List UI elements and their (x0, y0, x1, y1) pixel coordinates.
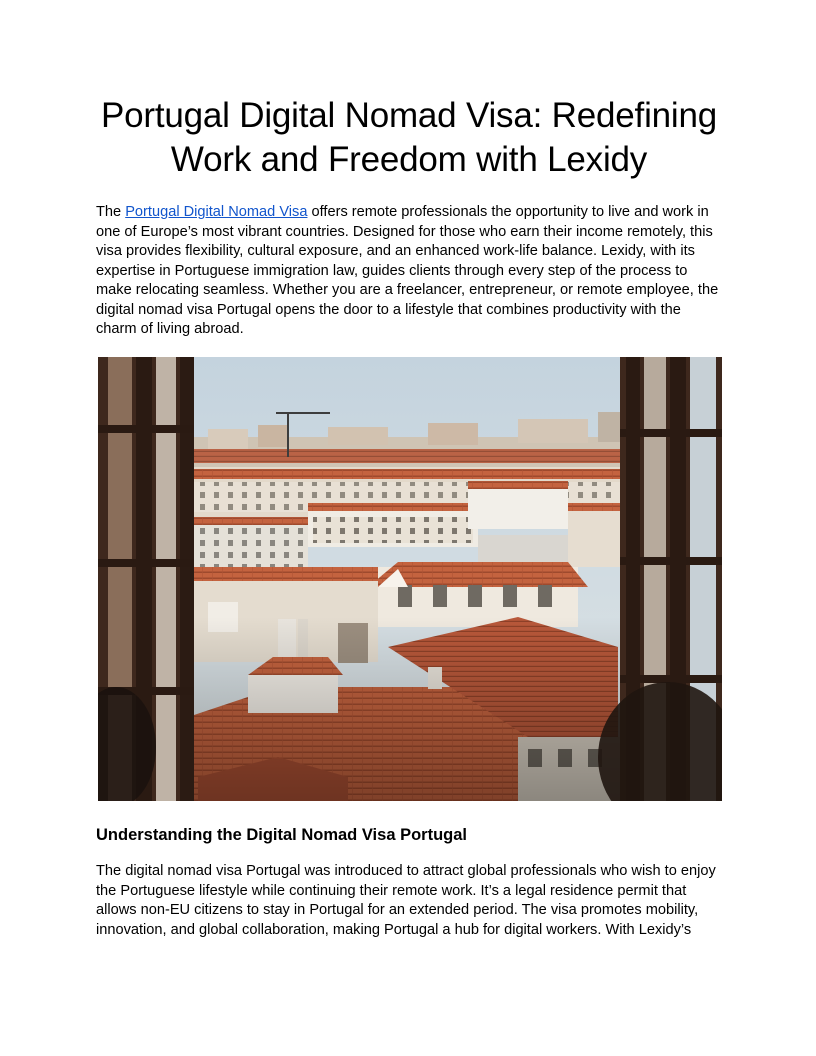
lisbon-rooftops-window-photo (98, 357, 722, 801)
intro-text-before-link: The (96, 204, 126, 220)
section-paragraph: The digital nomad visa Portugal was introduced to attract global professionals who wish to enjoy the Portuguese lifestyle while continuing their remote work. It’s a legal residence permit that allows non-EU citizens to stay in Portugal for an extended period. The visa promotes mobility, innovation, and global collaboration, making Portugal a hub for digital workers. With Lexidy’s (96, 863, 716, 938)
page-title: Portugal Digital Nomad Visa: Redefining Work and Freedom with Lexidy (100, 96, 718, 179)
intro-text-after-link: offers remote professionals the opportunity to live and work in one of Europe’s most vibrant countries. Designed for those who earn their income remotely, this visa provides flexibility, cultural exposure, and an enhanced work-life balance. Lexidy, with its expertise in Portuguese immigration law, guides clients through every step of the process to make relocating seamless. Whether you are a freelancer, entrepreneur, or remote employee, the digital nomad visa Portugal opens the door to a lifestyle that combines productivity with the charm of living abroad. (96, 204, 719, 337)
intro-paragraph (96, 203, 722, 340)
left-window-shutter (98, 357, 194, 801)
section-heading: Understanding the Digital Nomad Visa Portugal (96, 826, 467, 844)
portugal-digital-nomad-visa-link[interactable]: Portugal Digital Nomad Visa (125, 204, 308, 220)
